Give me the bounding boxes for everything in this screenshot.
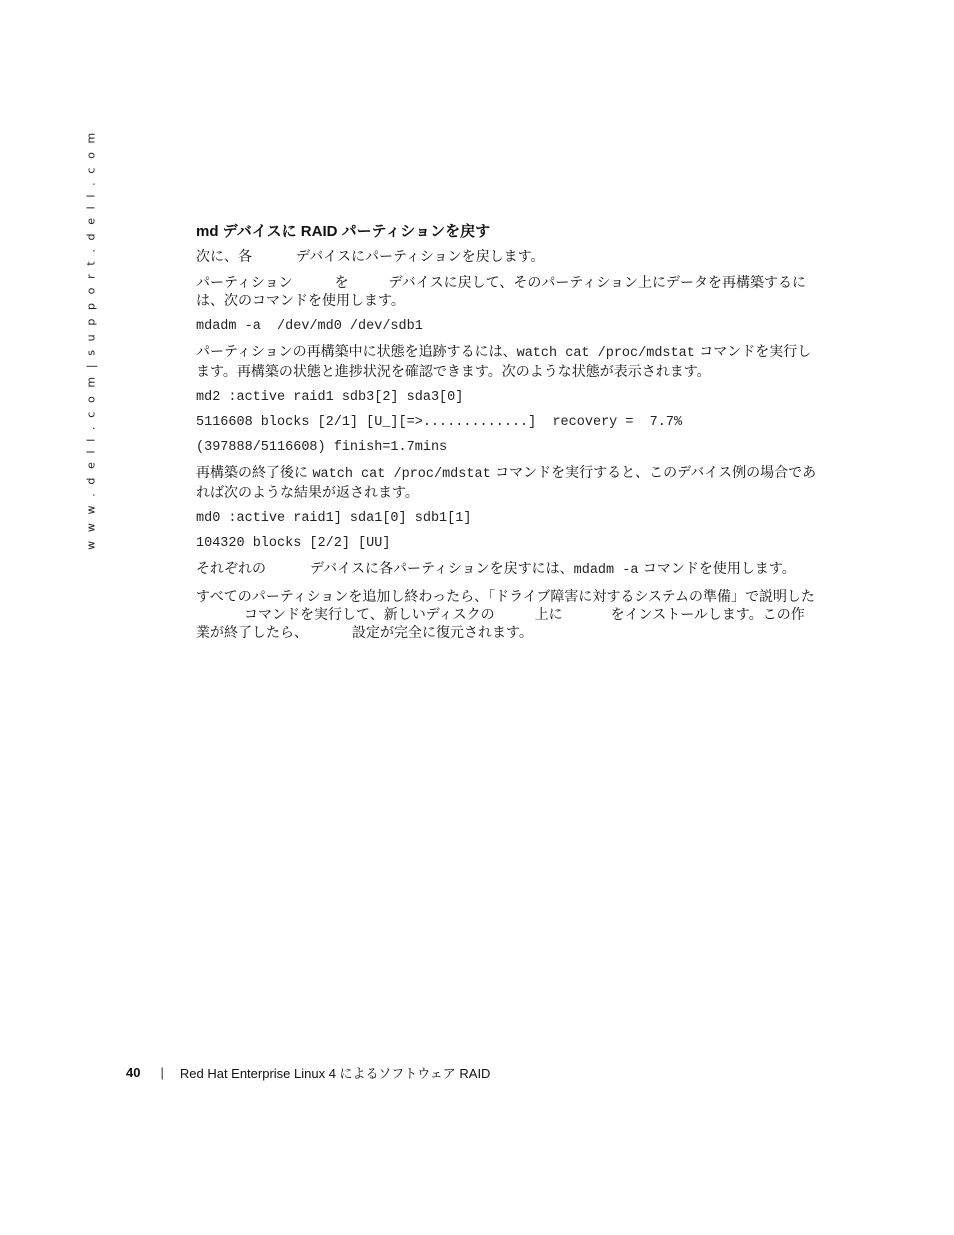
- p2-text-b: を: [334, 275, 349, 291]
- p5-text-c: コマンドを使用します。: [638, 561, 796, 577]
- paragraph-4: [196, 464, 818, 502]
- p1-text-b: デバイスにパーティションを戻します。: [296, 249, 545, 265]
- p1-text-a: 次に、各: [196, 249, 252, 265]
- code-line-6: 104320 blocks [2/2] [UU]: [196, 536, 391, 551]
- p4-text-a: 再構築の終了後に: [196, 465, 313, 481]
- p6-text-c: 上に: [534, 607, 563, 623]
- section-heading: md デバイスに RAID パーティションを戻す: [196, 223, 491, 240]
- main-content: [196, 222, 818, 650]
- footer-title: Red Hat Enterprise Linux 4 によるソフトウェア RAID: [179, 1065, 491, 1081]
- paragraph-6: [196, 588, 818, 642]
- code-line-3: 5116608 blocks [2/1] [U_][=>.............] recovery = 7.7%: [196, 415, 683, 430]
- paragraph-3: [196, 343, 818, 381]
- code-line-1: mdadm -a /dev/md0 /dev/sdb1: [196, 319, 423, 334]
- paragraph-2: [196, 274, 818, 310]
- code-line-4: (397888/5116608) finish=1.7mins: [196, 440, 448, 455]
- p5-code: mdadm -a: [573, 563, 639, 578]
- paragraph-5: [196, 560, 818, 580]
- p5-text-b: デバイスに各パーティションを戻すには、: [310, 561, 574, 577]
- p2-text-a: パーティション: [196, 275, 293, 291]
- p3-text-b: コマンドを実行します。再構築の状態と進捗状況を確認できます。次のような状態が表示されます。: [196, 344, 812, 380]
- p4-code: watch cat /proc/mdstat: [312, 467, 491, 482]
- side-url: [84, 130, 98, 550]
- footer-separator: |: [160, 1064, 164, 1080]
- paragraph-1: [196, 248, 818, 266]
- p5-text-a: それぞれの: [196, 561, 266, 577]
- p4-text-b: コマンドを実行すると、このデバイス例の場合であれば次のような結果が返されます。: [196, 465, 817, 501]
- side-url-text: w w w . d e l l . c o m | s u p p o r t . d e l l . c o m: [84, 130, 98, 550]
- page-footer: [126, 1062, 490, 1082]
- page-number: 40: [126, 1064, 141, 1080]
- p6-text-e: 設定が完全に復元されます。: [352, 625, 533, 641]
- code-line-5: md0 :active raid1] sda1[0] sdb1[1]: [196, 511, 472, 526]
- p6-text-a: すべてのパーティションを追加し終わったら、「ドライブ障害に対するシステムの準備」で説明した: [196, 589, 815, 605]
- code-line-2: md2 :active raid1 sdb3[2] sda3[0]: [196, 390, 464, 405]
- p3-code: watch cat /proc/mdstat: [516, 346, 695, 361]
- p6-text-b: コマンドを実行して、新しいディスクの: [244, 607, 495, 623]
- p3-text-a: パーティションの再構築中に状態を追跡するには、: [196, 344, 517, 360]
- p6-text-d: をインストールします。この作業が終了したら、: [196, 607, 805, 641]
- p2-text-c: デバイスに戻して、そのパーティション上にデータを再構築するには、次のコマンドを使用します。: [196, 275, 806, 309]
